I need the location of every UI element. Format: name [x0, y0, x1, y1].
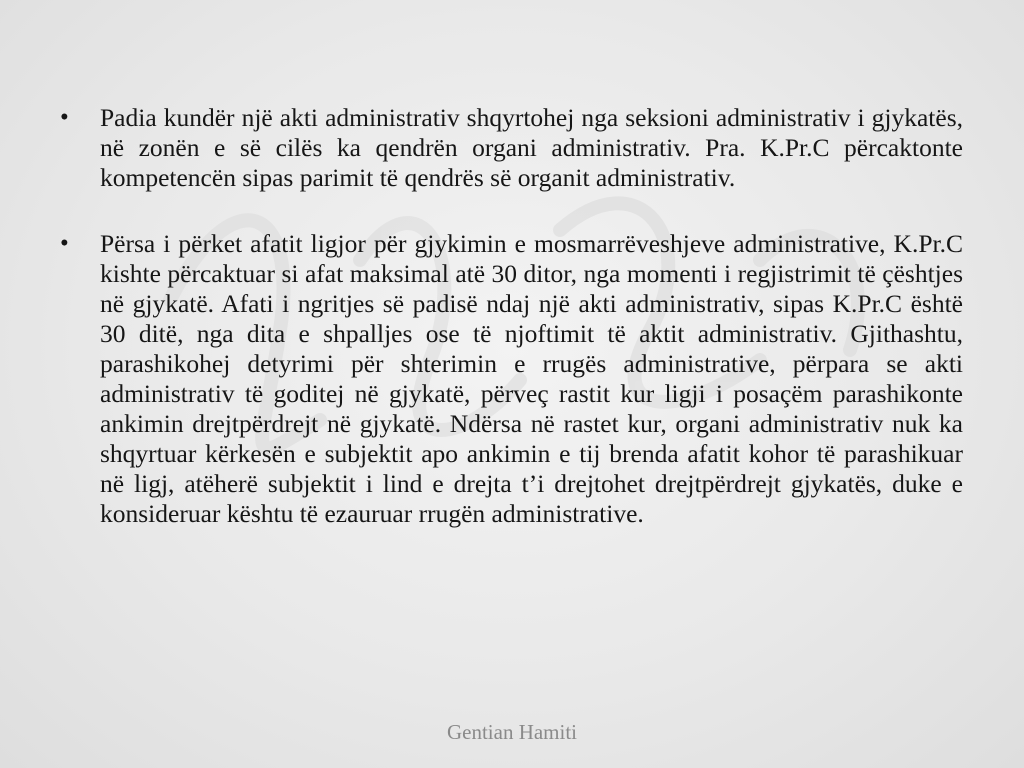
- bullet-item: [60, 229, 963, 529]
- bullet-dot: •: [60, 104, 69, 131]
- bullet-item: [60, 103, 963, 193]
- bullet-text: Padia kundër një akti administrativ shqyrtohej nga seksioni administrativ i gjykatës, në zonën e së cilës ka qendrën organi administrativ. Pra. K.Pr.C përcaktonte kompetencën sipas parimit të qendrës së organit administrativ.: [100, 103, 963, 192]
- slide-content: [60, 103, 963, 565]
- bullet-text: Përsa i përket afatit ligjor për gjykimin e mosmarrëveshjeve administrative, K.Pr.C kishte përcaktuar si afat maksimal atë 30 ditor, nga momenti i regjistrimit të çështjes në gjykatë. Afati i ngritjes së padisë ndaj një akti administrativ, sipas K.Pr.C është 30 ditë, nga dita e shpalljes ose të njoftimit të aktit administrativ. Gjithashtu, parashikohej detyrimi për shterimin e rrugës administrative, përpara se akti administrativ të goditej në gjykatë, përveç rastit kur ligji i posaçëm parashikonte ankimin drejtpërdrejt në gjykatë. Ndërsa në rastet kur, organi administrativ nuk ka shqyrtuar kërkesën e subjektit apo ankimin e tij brenda afatit kohor të parashikuar në ligj, atëherë subjektit i lind e drejta t’i drejtohet drejtpërdrejt gjykatës, duke e konsideruar kështu të ezauruar rrugën administrative.: [100, 229, 963, 528]
- bullet-dot: •: [60, 230, 69, 257]
- footer-author: Gentian Hamiti: [446, 720, 578, 744]
